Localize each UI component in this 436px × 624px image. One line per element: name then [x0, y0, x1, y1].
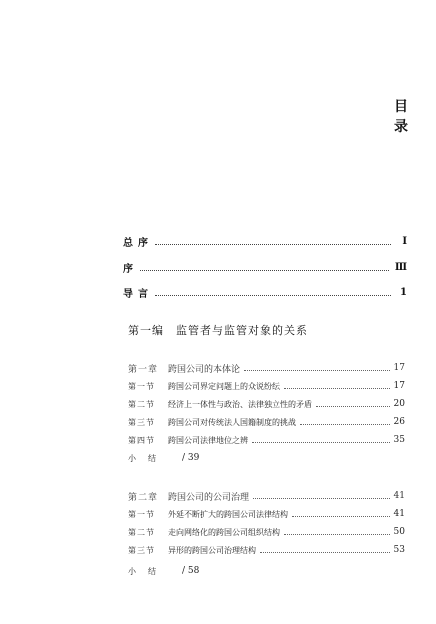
- entry-label: 导言: [123, 288, 153, 300]
- summary-label: 小结: [128, 566, 168, 576]
- summary-page: / 39: [182, 453, 200, 463]
- section-number: 第一节: [128, 509, 155, 519]
- toc-section[interactable]: [128, 507, 405, 521]
- section-number: 第三节: [128, 417, 155, 427]
- toc-summary[interactable]: [128, 451, 405, 465]
- section-page: 53: [393, 545, 405, 555]
- toc-section[interactable]: [128, 379, 405, 393]
- leader-dots: [292, 511, 390, 517]
- section-title: 异形的跨国公司治理结构: [168, 545, 256, 555]
- section-page: 17: [393, 381, 405, 391]
- toc-summary[interactable]: [128, 564, 405, 578]
- section-title: 经济上一体性与政治、法律独立性的矛盾: [168, 399, 312, 409]
- toc-entry-general-preface[interactable]: [123, 233, 407, 249]
- chapter-title: 跨国公司的公司治理: [168, 492, 250, 503]
- entry-label: 序: [123, 263, 138, 275]
- toc-section[interactable]: [128, 433, 405, 447]
- summary-page: / 58: [182, 566, 200, 576]
- section-title: 跨国公司界定问题上的众说纷纭: [168, 381, 280, 391]
- leader-dots: [253, 493, 390, 499]
- toc-heading-char-1: 目: [394, 99, 408, 115]
- summary-label: 小结: [128, 453, 168, 463]
- section-number: 第四节: [128, 435, 155, 445]
- toc-heading-char-2: 录: [394, 119, 408, 135]
- leader-dots: [252, 437, 390, 443]
- leader-dots: [300, 419, 390, 425]
- toc-section[interactable]: [128, 525, 405, 539]
- leader-dots: [284, 383, 390, 389]
- section-number: 第二节: [128, 527, 155, 537]
- leader-dots: [155, 289, 391, 296]
- chapter-number: 第一章: [128, 364, 159, 375]
- section-title: 走向网络化的跨国公司组织结构: [168, 527, 280, 537]
- chapter-number: 第二章: [128, 492, 159, 503]
- leader-dots: [140, 264, 389, 271]
- chapter-page: 17: [393, 363, 405, 373]
- leader-dots: [155, 238, 391, 245]
- section-number: 第二节: [128, 399, 155, 409]
- entry-page: 1: [400, 286, 407, 298]
- section-title: 跨国公司对传统法人国籍制度的挑战: [168, 417, 296, 427]
- toc-chapter-1[interactable]: [128, 361, 405, 375]
- toc-chapter-2[interactable]: [128, 489, 405, 503]
- section-page: 20: [393, 399, 405, 409]
- toc-entry-introduction[interactable]: [123, 284, 407, 300]
- section-number: 第三节: [128, 545, 155, 555]
- toc-section[interactable]: [128, 415, 405, 429]
- entry-page: Ⅰ: [402, 235, 407, 247]
- entry-label: 总序: [123, 237, 153, 249]
- section-page: 41: [393, 509, 405, 519]
- leader-dots: [316, 401, 390, 407]
- section-page: 50: [393, 527, 405, 537]
- section-title: 跨国公司法律地位之辨: [168, 435, 248, 445]
- section-title: 外延不断扩大的跨国公司法律结构: [168, 509, 288, 519]
- section-number: 第一节: [128, 381, 155, 391]
- toc-heading: [389, 97, 413, 137]
- toc-section[interactable]: [128, 543, 405, 557]
- chapter-title: 跨国公司的本体论: [168, 364, 241, 375]
- entry-page: Ⅲ: [394, 261, 407, 273]
- chapter-page: 41: [393, 491, 405, 501]
- leader-dots: [244, 365, 390, 371]
- leader-dots: [260, 547, 390, 553]
- section-page: 26: [393, 417, 405, 427]
- section-page: 35: [393, 435, 405, 445]
- toc-entry-preface[interactable]: [123, 259, 407, 275]
- part-title: 第一编 监管者与监管对象的关系: [128, 324, 308, 337]
- toc-section[interactable]: [128, 397, 405, 411]
- leader-dots: [284, 529, 390, 535]
